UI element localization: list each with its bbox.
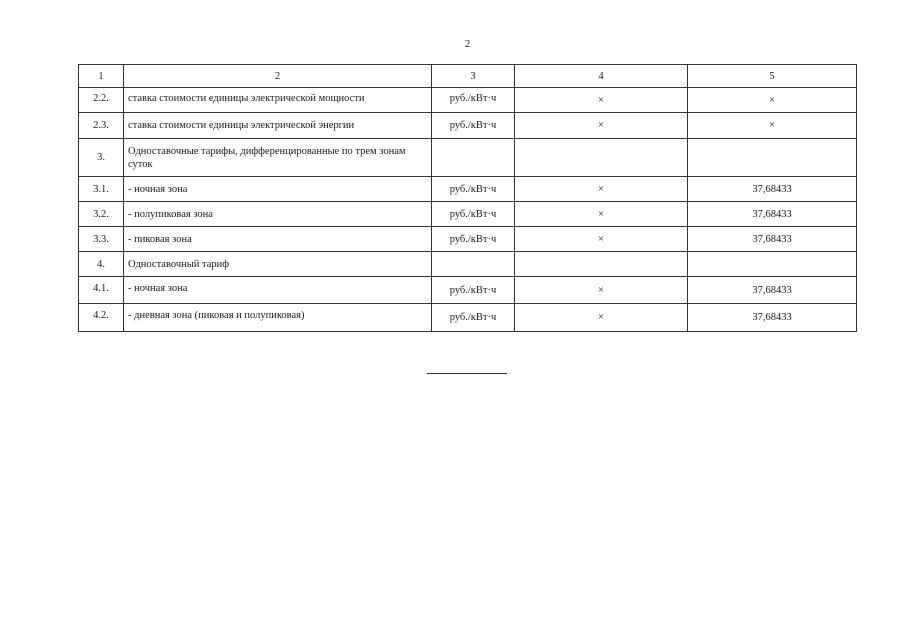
row-unit: руб./кВт·ч — [432, 177, 515, 202]
row-unit: руб./кВт·ч — [432, 304, 515, 332]
row-name: ставка стоимости единицы электрической энергии — [124, 113, 432, 139]
row-name: Одноставочные тарифы, дифференцированные по трем зонам суток — [124, 139, 432, 177]
row-col4: × — [515, 113, 688, 139]
table-row — [79, 113, 857, 139]
header-cell-2: 2 — [124, 65, 432, 88]
table-row — [79, 277, 857, 304]
row-col5: 37,68433 — [688, 277, 857, 304]
row-unit: руб./кВт·ч — [432, 113, 515, 139]
row-unit: руб./кВт·ч — [432, 277, 515, 304]
end-divider-line — [427, 373, 507, 374]
row-name: ставка стоимости единицы электрической мощности — [124, 88, 432, 113]
row-number: 3.3. — [79, 227, 124, 252]
row-unit — [432, 139, 515, 177]
header-cell-5: 5 — [688, 65, 857, 88]
row-col5: 37,68433 — [688, 177, 857, 202]
page-number: 2 — [464, 38, 471, 50]
row-number: 2.3. — [79, 113, 124, 139]
row-name: - пиковая зона — [124, 227, 432, 252]
row-col4 — [515, 139, 688, 177]
row-col4: × — [515, 177, 688, 202]
row-col4: × — [515, 88, 688, 113]
row-col5: × — [688, 113, 857, 139]
row-col4: × — [515, 277, 688, 304]
table-row — [79, 227, 857, 252]
table-row — [79, 304, 857, 332]
row-number: 3. — [79, 139, 124, 177]
row-number: 4.1. — [79, 277, 124, 304]
row-col5: × — [688, 88, 857, 113]
row-unit: руб./кВт·ч — [432, 227, 515, 252]
row-name: Одноставочный тариф — [124, 252, 432, 277]
row-col5: 37,68433 — [688, 227, 857, 252]
row-name: - ночная зона — [124, 277, 432, 304]
row-number: 3.2. — [79, 202, 124, 227]
row-col4 — [515, 252, 688, 277]
header-cell-1: 1 — [79, 65, 124, 88]
header-cell-4: 4 — [515, 65, 688, 88]
row-col4: × — [515, 227, 688, 252]
row-name: - дневная зона (пиковая и полупиковая) — [124, 304, 432, 332]
row-col5 — [688, 139, 857, 177]
row-unit: руб./кВт·ч — [432, 88, 515, 113]
table-row — [79, 88, 857, 113]
table-row — [79, 177, 857, 202]
table-header-row — [79, 65, 857, 88]
row-col5: 37,68433 — [688, 202, 857, 227]
row-number: 3.1. — [79, 177, 124, 202]
row-col4: × — [515, 304, 688, 332]
row-unit — [432, 252, 515, 277]
row-col4: × — [515, 202, 688, 227]
row-col5: 37,68433 — [688, 304, 857, 332]
table-row — [79, 252, 857, 277]
row-number: 4.2. — [79, 304, 124, 332]
row-name: - ночная зона — [124, 177, 432, 202]
header-cell-3: 3 — [432, 65, 515, 88]
row-col5 — [688, 252, 857, 277]
tariff-table — [78, 64, 857, 332]
row-unit: руб./кВт·ч — [432, 202, 515, 227]
table-row — [79, 202, 857, 227]
row-number: 4. — [79, 252, 124, 277]
row-name: - полупиковая зона — [124, 202, 432, 227]
row-number: 2.2. — [79, 88, 124, 113]
table-row — [79, 139, 857, 177]
